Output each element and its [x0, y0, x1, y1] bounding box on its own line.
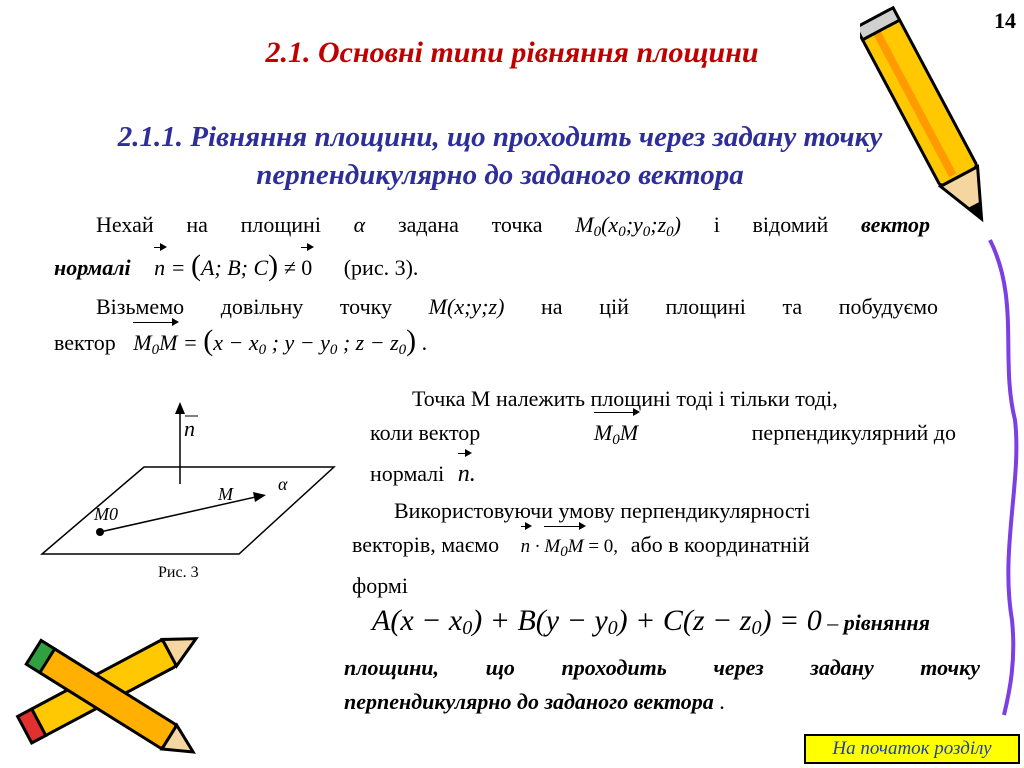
figure-label-n: n	[184, 416, 195, 441]
point-m0: $M_0(x_0;y_0;z_0)$	[575, 212, 681, 240]
plane-equation: $A(x - x_0) + B(y - y_0) + C(z - z_0) = 0$	[372, 604, 822, 639]
paragraph-2: Візьмемо довільну точку M(x;y;z) на цій площині та побудуємо вектор $M_0M = (x - x_0$ ; $y - y_0$ ; $z - z_0$) .	[54, 290, 938, 367]
paragraph-4: Використовуючи умову перпендикулярності векторів, маємо $n \cdot M_0M = 0$, або в координатній формі	[352, 498, 811, 598]
plane-equation-block: $A(x - x_0) + B(y - y_0) + C(z - z_0) = 0$ – рівняння площини, що проходить через задану точку перпендикулярно до заданого вектора .	[344, 604, 980, 714]
pencil-large-icon	[860, 4, 1000, 244]
paragraph-3: Точка M належить площині тоді і тільки тоді, коли вектор $M_0M$ перпендикулярний до нормалі n.	[370, 382, 956, 491]
normal-vector-formula: n = (A; B; C) ≠ 0	[154, 255, 318, 280]
m0m-vector-arrow	[100, 496, 260, 532]
paragraph-1: Нехай на площині α задана точка $M_0(x_0;y_0;z_0)$ і відомий вектор нормалі n = (A; B; C) ≠ 0 (рис. 3).	[54, 208, 930, 285]
slide-title: 2.1. Основні типи рівняння площини	[265, 36, 759, 69]
back-to-section-button[interactable]: На початок розділу	[804, 734, 1020, 764]
figure-caption: Рис. 3	[158, 564, 199, 581]
point-m0-dot	[96, 528, 104, 536]
pencils-pair-icon	[0, 620, 220, 766]
slide-subtitle: 2.1.1. Рівняння площини, що проходить через задану точку перпендикулярно до заданого вектора	[117, 121, 883, 191]
figure-label-m0: M0	[94, 504, 118, 524]
normal-arrowhead	[175, 402, 185, 414]
normal-n: n.	[458, 461, 476, 487]
figure-label-m: M	[218, 484, 233, 504]
decor-frame-curve	[960, 220, 1024, 720]
plane-parallelogram	[42, 467, 334, 554]
dot-product-formula: $n \cdot M_0M = 0$,	[521, 536, 623, 557]
figure-label-alpha: α	[278, 474, 288, 494]
m0m-arrowhead	[253, 492, 266, 502]
page-number: 14	[994, 8, 1016, 33]
vector-m0m-formula: $M_0M = (x - x_0$ ; $y - y_0$ ; $z - z_0$)	[133, 330, 421, 355]
point-m: M(x;y;z)	[428, 294, 505, 319]
vector-m0m: $M_0M$	[594, 416, 638, 457]
figure-plane-normal	[34, 392, 354, 592]
